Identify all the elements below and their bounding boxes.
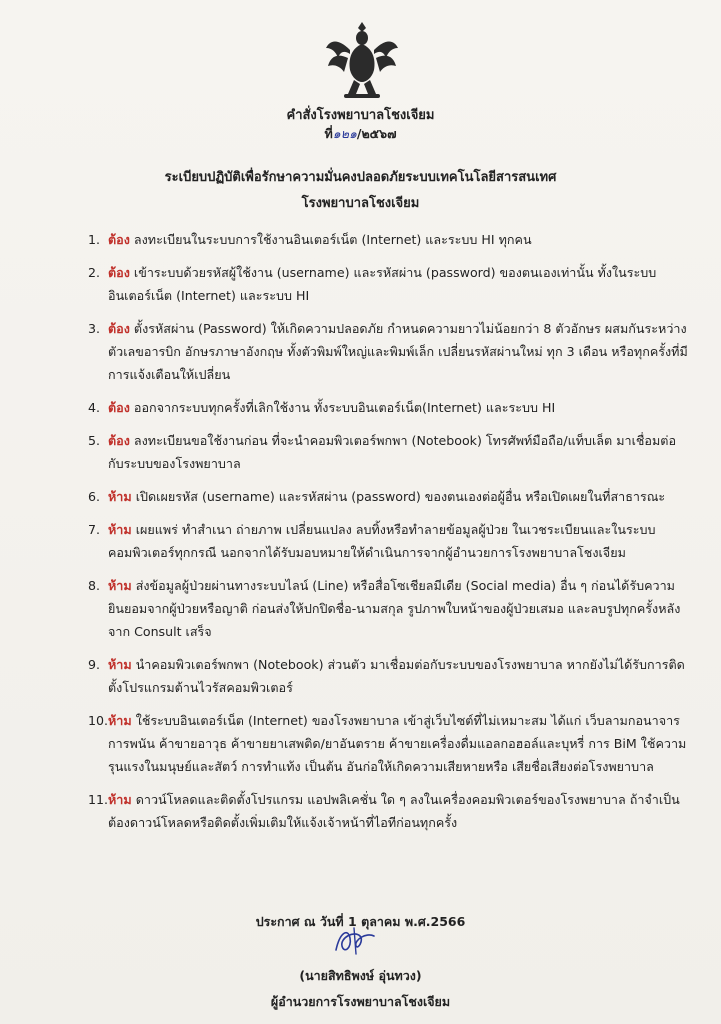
order-number xyxy=(0,124,721,144)
order-number-handwritten: ๑๒๑ xyxy=(332,126,357,141)
handwritten-signature xyxy=(330,924,380,958)
rule-keyword: ห้าม xyxy=(108,578,132,593)
rule-text: ใช้ระบบอินเตอร์เน็ต (Internet) ของโรงพยาบาล เข้าสู่เว็บไซต์ที่ไม่เหมาะสม ได้แก่ เว็บลามกอนาจาร การพนัน ค้าขายอาวุธ ค้าขายยาเสพติด/ยาอันตราย ค้าขายเครื่องดื่มแอลกอฮอล์และบุหรี่ การ BiM ใช้ความรุนแรงในมนุษย์และสัตว์ การทำแท้ง เป็นต้น อันก่อให้เกิดความเสียหายหรือ เสียชื่อเสียงต่อโรงพยาบาล xyxy=(108,713,687,774)
rule-number: 1. xyxy=(88,232,101,247)
regulation-heading: ระเบียบปฏิบัติเพื่อรักษาความมั่นคงปลอดภัยระบบเทคโนโลยีสารสนเทศ xyxy=(164,170,557,185)
rule-text: เผยแพร่ ทำสำเนา ถ่ายภาพ เปลี่ยนแปลง ลบทิ้งหรือทำลายข้อมูลผู้ป่วย ในเวชระเบียนและในระบบคอมพิวเตอร์ทุกกรณี นอกจากได้รับมอบหมายให้ดำเนินการจากผู้อำนวยการโรงพยาบาลโชงเจียม xyxy=(108,522,656,560)
rule-keyword: ห้าม xyxy=(108,657,132,672)
rule-number: 3. xyxy=(88,321,101,336)
order-number-prefix: ที่ xyxy=(324,126,333,141)
rule-keyword: ต้อง xyxy=(108,321,130,336)
rule-text: ออกจากระบบทุกครั้งที่เลิกใช้งาน ทั้งระบบอินเตอร์เน็ต(Internet) และระบบ HI xyxy=(129,400,556,415)
rule-item xyxy=(88,574,688,643)
order-title: คำสั่งโรงพยาบาลโชงเจียม xyxy=(286,108,435,123)
order-number-suffix: /๒๕๖๗ xyxy=(356,126,397,141)
rule-number: 9. xyxy=(88,657,101,672)
garuda-emblem-icon xyxy=(324,18,400,100)
rule-text: ดาวน์โหลดและติดตั้งโปรแกรม แอปพลิเคชั่น ใด ๆ ลงในเครื่องคอมพิวเตอร์ของโรงพยาบาล ถ้าจำเป็นต้องดาวน์โหลดหรือติดตั้งเพิ่มเติมให้แจ้งเจ้าหน้าที่ไอทีก่อนทุกครั้ง xyxy=(108,792,680,830)
rule-item xyxy=(88,709,688,778)
rule-text: ตั้งรหัสผ่าน (Password) ให้เกิดความปลอดภัย กำหนดความยาวไม่น้อยกว่า 8 ตัวอักษร ผสมกันระหว่างตัวเลขอารบิก อักษรภาษาอังกฤษ ทั้งตัวพิมพ์ใหญ่และพิมพ์เล็ก เปลี่ยนรหัสผ่านใหม่ ทุก 3 เดือน หรือทุกครั้งที่มีการแจ้งเตือนให้เปลี่ยน xyxy=(108,321,688,382)
rule-keyword: ต้อง xyxy=(108,433,130,448)
rule-text: เปิดเผยรหัส (username) และรหัสผ่าน (password) ของตนเองต่อผู้อื่น หรือเปิดเผยในที่สาธารณะ xyxy=(131,489,666,504)
rule-item xyxy=(88,228,688,251)
rule-text: เข้าระบบด้วยรหัสผู้ใช้งาน (username) และรหัสผ่าน (password) ของตนเองเท่านั้น ทั้งในระบบอินเตอร์เน็ต (Internet) และระบบ HI xyxy=(108,265,657,303)
rule-text: ลงทะเบียนขอใช้งานก่อน ที่จะนำคอมพิวเตอร์พกพา (Notebook) โทรศัพท์มือถือ/แท็บเล็ต มาเชื่อมต่อกับระบบของโรงพยาบาล xyxy=(108,433,677,471)
rule-item xyxy=(88,653,688,699)
rule-number: 5. xyxy=(88,433,101,448)
rule-number: 7. xyxy=(88,522,101,537)
rule-number: 2. xyxy=(88,265,101,280)
announcement-date: ประกาศ ณ วันที่ 1 ตุลาคม พ.ศ.2566 xyxy=(255,914,466,929)
rule-keyword: ต้อง xyxy=(108,265,130,280)
rule-keyword: ห้าม xyxy=(108,489,132,504)
rule-keyword: ห้าม xyxy=(108,792,132,807)
signer-position: ผู้อำนวยการโรงพยาบาลโชงเจียม xyxy=(270,994,451,1009)
rule-item xyxy=(88,788,688,834)
rule-item xyxy=(88,396,688,419)
rule-number: 8. xyxy=(88,578,101,593)
rule-number: 10. xyxy=(88,713,109,728)
signer-name: (นายสิทธิพงษ์ อุ่นทวง) xyxy=(299,968,422,983)
rule-item xyxy=(88,485,688,508)
rule-number: 11. xyxy=(88,792,109,807)
rule-keyword: ห้าม xyxy=(108,713,132,728)
rule-item xyxy=(88,317,688,386)
rule-item xyxy=(88,429,688,475)
rule-keyword: ต้อง xyxy=(108,232,130,247)
rule-item xyxy=(88,518,688,564)
rule-number: 6. xyxy=(88,489,101,504)
rule-text: ลงทะเบียนในระบบการใช้งานอินเตอร์เน็ต (Internet) และระบบ HI ทุกคน xyxy=(129,232,532,247)
rules-list xyxy=(88,228,688,844)
rule-text: นำคอมพิวเตอร์พกพา (Notebook) ส่วนตัว มาเชื่อมต่อกับระบบของโรงพยาบาล หากยังไม่ได้รับการติดตั้งโปรแกรมต้านไวรัสคอมพิวเตอร์ xyxy=(108,657,685,695)
regulation-subheading: โรงพยาบาลโชงเจียม xyxy=(301,196,420,211)
rule-text: ส่งข้อมูลผู้ป่วยผ่านทางระบบไลน์ (Line) หรือสื่อโซเชียลมีเดีย (Social media) อื่น ๆ ก่อนได้รับความยินยอมจากผู้ป่วยหรือญาติ ก่อนส่งให้ปกปิดชื่อ-นามสกุล รูปภาพใบหน้าของผู้ป่วยเสมอ และลบรูปทุกครั้งหลังจาก Consult เสร็จ xyxy=(108,578,681,639)
rule-keyword: ต้อง xyxy=(108,400,130,415)
rule-keyword: ห้าม xyxy=(108,522,132,537)
rule-number: 4. xyxy=(88,400,101,415)
rule-item xyxy=(88,261,688,307)
